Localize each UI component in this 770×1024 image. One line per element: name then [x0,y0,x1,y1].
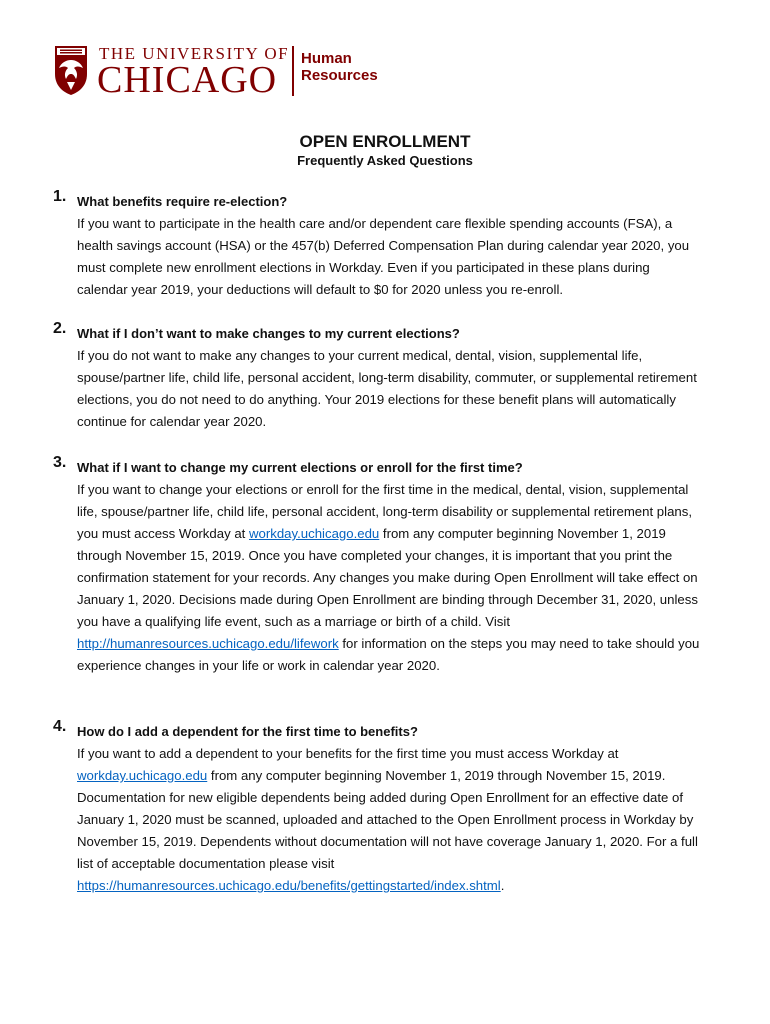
getting-started-link[interactable]: https://humanresources.uchicago.edu/benefits/gettingstarted/index.shtml [77,878,501,893]
faq-question: What if I want to change my current elections or enroll for the first time? [77,460,523,475]
department-line1: Human [301,50,352,67]
faq-number: 3. [53,454,67,471]
answer-text: If you want to add a dependent to your benefits for the first time you must access Workday at [77,746,619,761]
workday-link[interactable]: workday.uchicago.edu [249,526,380,541]
page-subtitle: Frequently Asked Questions [297,153,473,168]
faq-answer: If you do not want to make any changes to your current medical, dental, vision, supplemental life, spouse/partner life, child life, personal accident, long-term disability, commuter, or supplemental retirement elections, you do not need to do anything. Your 2019 elections for these benefit plans will automatically continue for calendar year 2020. [77,348,697,429]
workday-link[interactable]: workday.uchicago.edu [77,768,208,783]
faq-item-4 [53,718,703,897]
faq-question: What benefits require re-election? [77,194,288,209]
faq-number: 4. [53,718,67,735]
faq-answer [77,743,703,897]
faq-number: 2. [53,320,67,337]
department-name [301,50,378,84]
faq-item-2 [53,320,703,433]
faq-item-1 [53,188,703,301]
faq-item-3 [53,454,703,677]
faq-question: What if I don’t want to make changes to my current elections? [77,326,460,341]
page-title: OPEN ENROLLMENT [299,132,471,151]
university-name-line1: THE UNIVERSITY OF [99,44,290,63]
university-name-line2: CHICAGO [97,59,278,101]
answer-text: . [500,878,505,893]
answer-text: from any computer beginning November 1, 2019 through November 15, 2019. Once you have completed your changes, it is important that you print the confirmation statement for your records. Any changes you make during Open Enrollment will take effect on January 1, 2020. Decisions made during Open Enrollment are binding through December 31, 2020, unless you have a qualifying life event, such as a marriage or birth of a child. Visit [77,526,698,629]
university-logo [53,42,383,100]
faq-question: How do I add a dependent for the first time to benefits? [77,724,418,739]
logo-divider [292,46,294,96]
phoenix-shield-icon [53,44,89,96]
answer-text: for information on the steps you may need to take should you experience changes in your life or work in calendar year 2020. [77,636,700,673]
faq-answer: If you want to participate in the health care and/or dependent care flexible spending accounts (FSA), a health savings account (HSA) or the 457(b) Deferred Compensation Plan during calendar year 2020, you must complete new enrollment elections in Workday. Even if you participated in these plans during calendar year 2019, your deductions will default to $0 for 2020 unless you re-enroll. [77,216,690,297]
faq-answer [77,479,703,677]
department-line2: Resources [301,67,378,84]
faq-number: 1. [53,188,67,205]
answer-text: from any computer beginning November 1, 2019 through November 15, 2019. Documentation for new eligible dependents being added during Open Enrollment for an effective date of January 1, 2020 must be scanned, uploaded and attached to the Open Enrollment process in Workday by November 15, 2019. Dependents without documentation will not have coverage January 1, 2020. For a full list of acceptable documentation please visit [77,768,698,871]
answer-text: If you want to change your elections or enroll for the first time in the medical, dental, vision, supplemental life, spouse/partner life, child life, personal accident, long-term disability or supplemental retirement plans, you must access Workday at [77,482,692,541]
lifework-link[interactable]: http://humanresources.uchicago.edu/lifework [77,636,339,651]
